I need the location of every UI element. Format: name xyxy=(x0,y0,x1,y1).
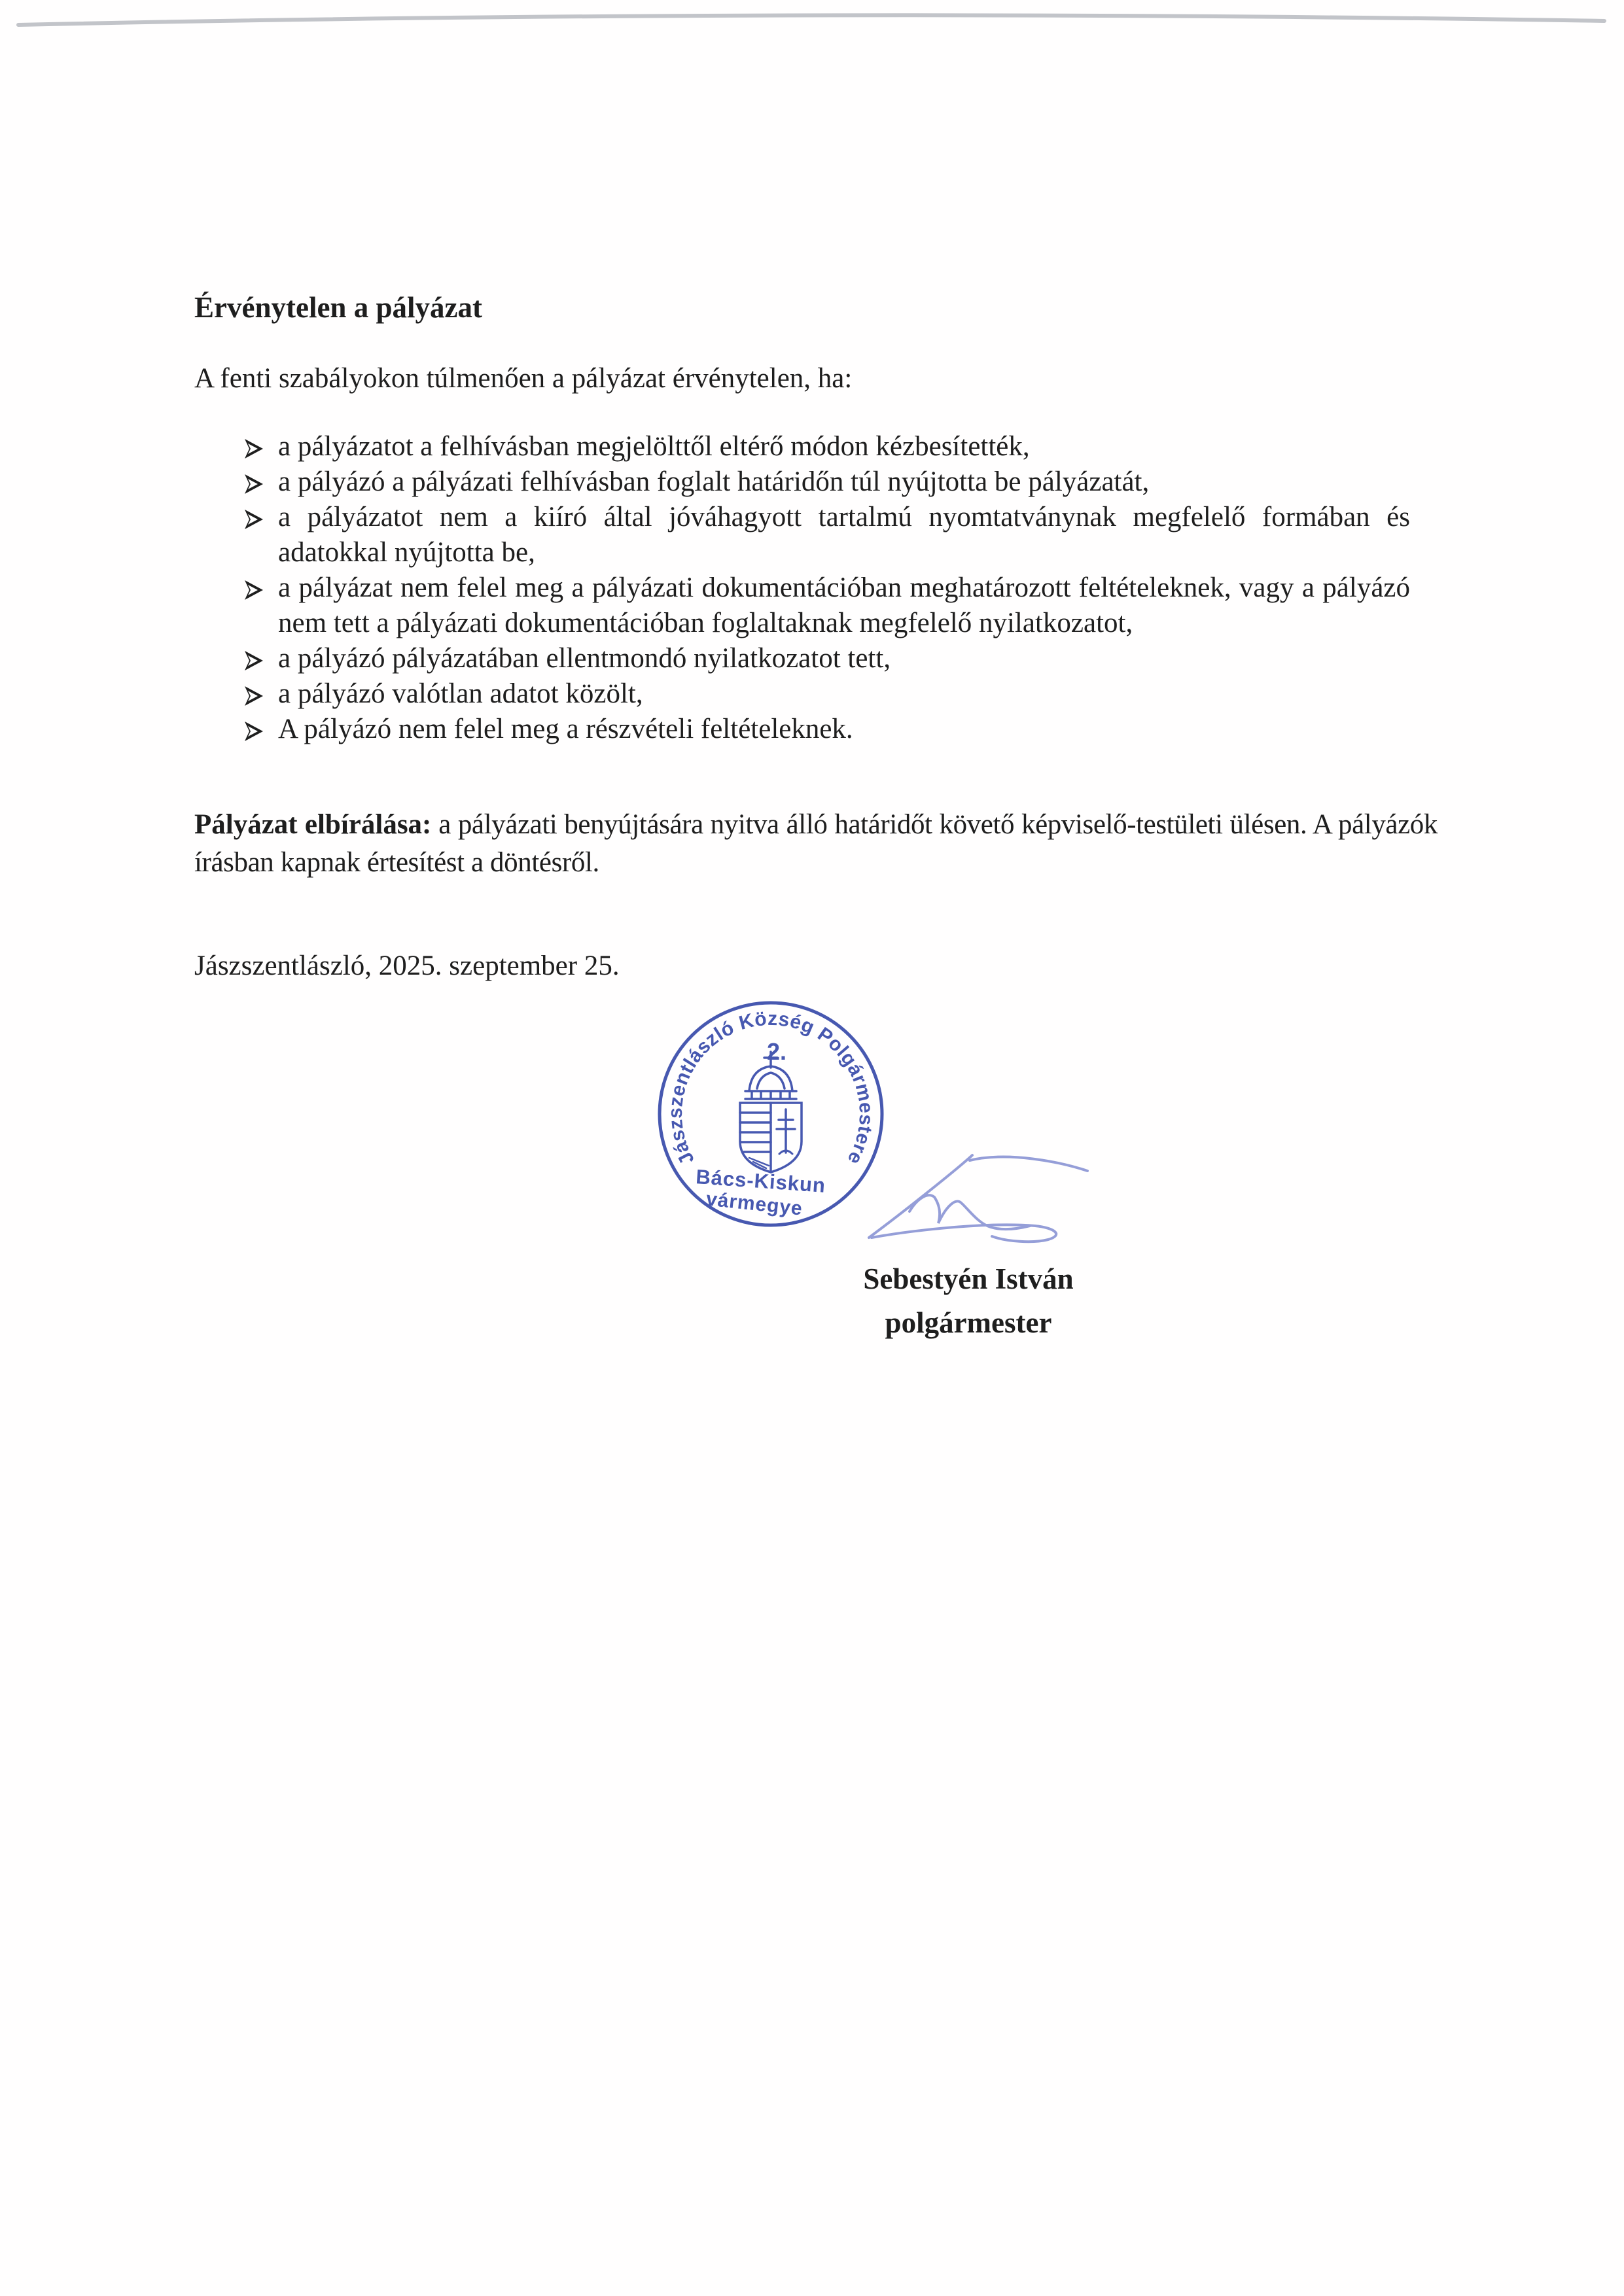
decision-paragraph xyxy=(194,806,1438,882)
list-item xyxy=(243,676,1431,712)
arrow-bullet-icon xyxy=(243,429,278,464)
signatory-name: Sebestyén István xyxy=(863,1262,1074,1295)
list-item-text: a pályázatot nem a kiíró által jóváhagyott tartalmú nyomtatványnak megfelelő formában és adatokkal nyújtotta be, xyxy=(278,502,1410,568)
list-item xyxy=(243,570,1431,641)
document-heading: Érvénytelen a pályázat xyxy=(194,291,482,324)
signature-scribble xyxy=(844,1143,1106,1274)
list-item xyxy=(243,429,1431,464)
arrow-bullet-icon xyxy=(243,676,278,712)
stamp-county-line1: Bács-Kiskun xyxy=(695,1165,827,1197)
arrow-bullet-icon xyxy=(243,712,278,747)
list-item xyxy=(243,712,1431,747)
list-item xyxy=(243,641,1431,676)
decision-label: Pályázat elbírálása: xyxy=(194,809,432,840)
list-item xyxy=(243,464,1431,500)
arrow-bullet-icon xyxy=(243,570,278,641)
intro-paragraph: A fenti szabályokon túlmenően a pályázat érvénytelen, ha: xyxy=(194,363,853,394)
stamp-county-line2: vármegye xyxy=(705,1188,804,1220)
invalidity-conditions-list xyxy=(243,429,1431,747)
coat-of-arms-icon xyxy=(740,1052,802,1172)
list-item xyxy=(243,500,1431,570)
list-item-text: a pályázó a pályázati felhívásban foglalt határidőn túl nyújtotta be pályázatát, xyxy=(278,466,1150,497)
decision-text: a pályázati benyújtására nyitva álló határidőt követő képviselő-testületi ülésen. A pályázók írásban kapnak értesítést a döntésről. xyxy=(194,809,1438,878)
stamp-number: 2. xyxy=(766,1038,787,1065)
scan-artifact-line xyxy=(0,0,1624,46)
arrow-bullet-icon xyxy=(243,500,278,570)
arrow-bullet-icon xyxy=(243,641,278,676)
list-item-text: A pályázó nem felel meg a részvételi feltételeknek. xyxy=(278,714,853,744)
signature-block xyxy=(831,1257,1106,1345)
list-item-text: a pályázó pályázatában ellentmondó nyilatkozatot tett, xyxy=(278,643,891,674)
list-item-text: a pályázó valótlan adatot közölt, xyxy=(278,678,643,709)
list-item-text: a pályázatot a felhívásban megjelölttől eltérő módon kézbesítették, xyxy=(278,431,1030,462)
signatory-title: polgármester xyxy=(885,1306,1052,1339)
arrow-bullet-icon xyxy=(243,464,278,500)
stamp-ring-text: Jászszentlászló Község Polgármestere xyxy=(664,1007,877,1168)
list-item-text: a pályázat nem felel meg a pályázati dokumentációban meghatározott feltételeknek, vagy a pályázó nem tett a pályázati dokumentációban foglaltaknak megfelelő nyilatkozatot, xyxy=(278,572,1410,638)
dateline: Jászszentlászló, 2025. szeptember 25. xyxy=(194,950,620,981)
